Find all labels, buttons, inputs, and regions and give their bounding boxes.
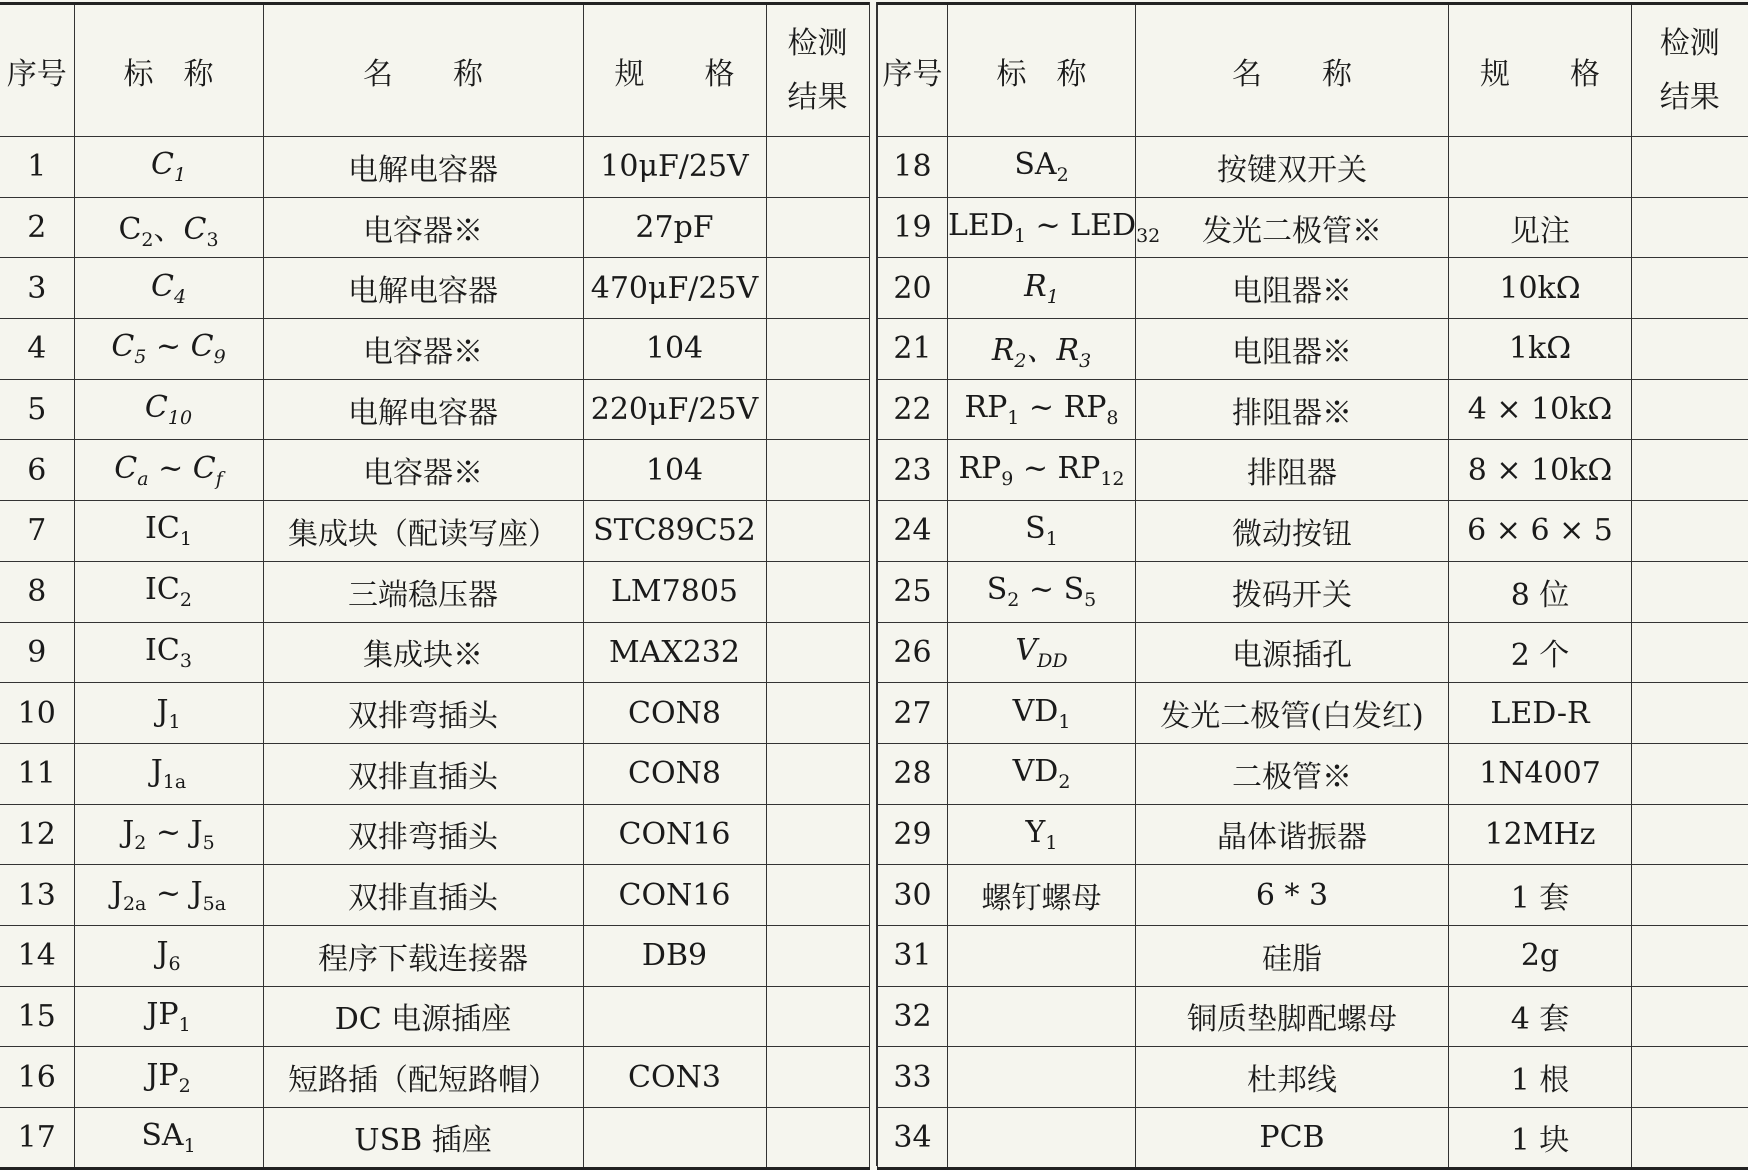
seq-cell: 29 <box>878 804 948 865</box>
seq-cell: 32 <box>878 986 948 1047</box>
result-cell <box>766 925 869 986</box>
mark-cell <box>948 1047 1136 1108</box>
name-cell: 发光二极管※ <box>1136 197 1449 258</box>
mark-cell: $RP_9$ ~ $RP_{12}$ <box>948 440 1136 501</box>
spec-cell: 104 <box>583 440 766 501</box>
mark-cell: $C_{10}$ <box>74 379 263 440</box>
result-cell <box>766 804 869 865</box>
result-cell <box>1632 137 1748 198</box>
seq-cell: 11 <box>0 743 74 804</box>
spec-cell: LM7805 <box>583 561 766 622</box>
mark-cell: $J_{2a}$ ~ $J_{5a}$ <box>74 865 263 926</box>
table-row <box>878 440 1748 501</box>
spec-cell <box>583 1108 766 1169</box>
result-cell <box>1632 258 1748 319</box>
name-cell: USB 插座 <box>263 1108 583 1169</box>
mark-cell: $SA_2$ <box>948 137 1136 198</box>
mark-cell: 螺钉螺母 <box>948 865 1136 926</box>
spec-cell: CON16 <box>583 865 766 926</box>
seq-cell: 22 <box>878 379 948 440</box>
mark-cell: $S_1$ <box>948 501 1136 562</box>
result-cell <box>1632 986 1748 1047</box>
name-cell: 电阻器※ <box>1136 258 1449 319</box>
name-cell: 6 * 3 <box>1136 865 1449 926</box>
name-cell: 电解电容器 <box>263 258 583 319</box>
name-cell: 晶体谐振器 <box>1136 804 1449 865</box>
seq-cell: 28 <box>878 743 948 804</box>
mark-cell: $C_2$、$C_3$ <box>74 197 263 258</box>
mark-cell: $LED_1$ ~ $LED_{32}$ <box>948 197 1136 258</box>
table-row <box>0 1108 869 1169</box>
name-cell: 集成块※ <box>263 622 583 683</box>
table-row <box>0 258 869 319</box>
name-cell: 电源插孔 <box>1136 622 1449 683</box>
seq-cell: 15 <box>0 986 74 1047</box>
mark-cell <box>948 986 1136 1047</box>
table-row <box>0 197 869 258</box>
result-cell <box>1632 319 1748 380</box>
result-cell <box>1632 197 1748 258</box>
result-cell <box>766 1047 869 1108</box>
header-result <box>1632 4 1748 137</box>
seq-cell: 16 <box>0 1047 74 1108</box>
spec-cell: 220μF/25V <box>583 379 766 440</box>
table-row <box>0 986 869 1047</box>
name-cell: 铜质垫脚配螺母 <box>1136 986 1449 1047</box>
result-cell <box>766 501 869 562</box>
table-row <box>878 622 1748 683</box>
table-row <box>878 986 1748 1047</box>
spec-cell: 470μF/25V <box>583 258 766 319</box>
spec-cell: CON16 <box>583 804 766 865</box>
name-cell: 双排直插头 <box>263 743 583 804</box>
right-body <box>878 137 1748 1169</box>
seq-cell: 1 <box>0 137 74 198</box>
table-row <box>0 622 869 683</box>
result-cell <box>766 683 869 744</box>
spec-cell: 2 个 <box>1449 622 1632 683</box>
result-cell <box>1632 501 1748 562</box>
header-name: 名 称 <box>1136 4 1449 137</box>
header-result-text: 检测结果 <box>787 25 848 115</box>
spec-cell: CON3 <box>583 1047 766 1108</box>
table-row <box>0 1047 869 1108</box>
seq-cell: 18 <box>878 137 948 198</box>
mark-cell: $C_5$ ~ $C_9$ <box>74 319 263 380</box>
table-row <box>0 865 869 926</box>
name-cell: 硅脂 <box>1136 925 1449 986</box>
seq-cell: 23 <box>878 440 948 501</box>
seq-cell: 26 <box>878 622 948 683</box>
header-spec: 规 格 <box>583 4 766 137</box>
name-cell: 发光二极管(白发红) <box>1136 683 1449 744</box>
header-seq: 序号 <box>0 4 74 137</box>
table-row <box>0 743 869 804</box>
mark-cell: $JP_2$ <box>74 1047 263 1108</box>
seq-cell: 30 <box>878 865 948 926</box>
header-seq: 序号 <box>878 4 948 137</box>
result-cell <box>1632 743 1748 804</box>
mark-cell: $Y_1$ <box>948 804 1136 865</box>
result-cell <box>766 865 869 926</box>
spec-cell: DB9 <box>583 925 766 986</box>
seq-cell: 14 <box>0 925 74 986</box>
seq-cell: 6 <box>0 440 74 501</box>
spec-cell: 1kΩ <box>1449 319 1632 380</box>
result-cell <box>766 197 869 258</box>
name-cell: PCB <box>1136 1108 1449 1169</box>
table-row <box>0 804 869 865</box>
result-cell <box>1632 561 1748 622</box>
seq-cell: 3 <box>0 258 74 319</box>
name-cell: DC 电源插座 <box>263 986 583 1047</box>
table-row <box>878 743 1748 804</box>
seq-cell: 13 <box>0 865 74 926</box>
table-row <box>878 137 1748 198</box>
result-cell <box>766 1108 869 1169</box>
table-row <box>878 561 1748 622</box>
table-row <box>0 501 869 562</box>
spec-cell: 1 块 <box>1449 1108 1632 1169</box>
header-mark: 标 称 <box>948 4 1136 137</box>
result-cell <box>766 258 869 319</box>
header-result-text: 检测结果 <box>1659 25 1720 115</box>
seq-cell: 10 <box>0 683 74 744</box>
table-row <box>878 925 1748 986</box>
mark-cell: $C_a$ ~ $C_f$ <box>74 440 263 501</box>
spec-cell: CON8 <box>583 683 766 744</box>
spec-cell: 2g <box>1449 925 1632 986</box>
header-name: 名 称 <box>263 4 583 137</box>
mark-cell: $IC_3$ <box>74 622 263 683</box>
seq-cell: 4 <box>0 319 74 380</box>
mark-cell: $SA_1$ <box>74 1108 263 1169</box>
seq-cell: 20 <box>878 258 948 319</box>
spec-cell <box>583 986 766 1047</box>
table-row <box>878 683 1748 744</box>
seq-cell: 33 <box>878 1047 948 1108</box>
spec-cell: 1 根 <box>1449 1047 1632 1108</box>
name-cell: 程序下载连接器 <box>263 925 583 986</box>
spec-cell: 1N4007 <box>1449 743 1632 804</box>
spec-cell: 27pF <box>583 197 766 258</box>
mark-cell <box>948 925 1136 986</box>
mark-cell: $IC_1$ <box>74 501 263 562</box>
result-cell <box>766 137 869 198</box>
name-cell: 集成块（配读写座） <box>263 501 583 562</box>
name-cell: 杜邦线 <box>1136 1047 1449 1108</box>
mark-cell: $VD_1$ <box>948 683 1136 744</box>
spec-cell: 1 套 <box>1449 865 1632 926</box>
result-cell <box>1632 865 1748 926</box>
table-row <box>0 379 869 440</box>
seq-cell: 21 <box>878 319 948 380</box>
name-cell: 电解电容器 <box>263 137 583 198</box>
spec-cell: 4 套 <box>1449 986 1632 1047</box>
seq-cell: 31 <box>878 925 948 986</box>
mark-cell: $JP_1$ <box>74 986 263 1047</box>
seq-cell: 27 <box>878 683 948 744</box>
spec-cell: 104 <box>583 319 766 380</box>
result-cell <box>1632 804 1748 865</box>
spec-cell: 10kΩ <box>1449 258 1632 319</box>
spec-cell: STC89C52 <box>583 501 766 562</box>
result-cell <box>766 319 869 380</box>
mark-cell: $R_2$、$R_3$ <box>948 319 1136 380</box>
components-table-right <box>877 2 1748 1170</box>
seq-cell: 25 <box>878 561 948 622</box>
name-cell: 按键双开关 <box>1136 137 1449 198</box>
table-row <box>0 561 869 622</box>
left-body <box>0 137 869 1169</box>
name-cell: 排阻器※ <box>1136 379 1449 440</box>
result-cell <box>766 561 869 622</box>
table-row <box>0 925 869 986</box>
result-cell <box>766 622 869 683</box>
table-row <box>0 440 869 501</box>
components-table-left <box>0 2 870 1170</box>
table-row <box>878 804 1748 865</box>
table-row <box>878 258 1748 319</box>
name-cell: 电容器※ <box>263 440 583 501</box>
seq-cell: 2 <box>0 197 74 258</box>
mark-cell: $VD_2$ <box>948 743 1136 804</box>
name-cell: 电阻器※ <box>1136 319 1449 380</box>
spec-cell: 12MHz <box>1449 804 1632 865</box>
name-cell: 排阻器 <box>1136 440 1449 501</box>
table-row <box>878 197 1748 258</box>
mark-cell: $J_{1a}$ <box>74 743 263 804</box>
name-cell: 微动按钮 <box>1136 501 1449 562</box>
seq-cell: 9 <box>0 622 74 683</box>
mark-cell: $J_2$ ~ $J_5$ <box>74 804 263 865</box>
result-cell <box>766 379 869 440</box>
mark-cell <box>948 1108 1136 1169</box>
seq-cell: 17 <box>0 1108 74 1169</box>
result-cell <box>1632 1108 1748 1169</box>
header-row <box>0 4 869 137</box>
mark-cell: $V_{DD}$ <box>948 622 1136 683</box>
result-cell <box>1632 683 1748 744</box>
name-cell: 短路插（配短路帽） <box>263 1047 583 1108</box>
result-cell <box>766 440 869 501</box>
spec-cell: 8 位 <box>1449 561 1632 622</box>
name-cell: 电容器※ <box>263 197 583 258</box>
header-result <box>766 4 869 137</box>
seq-cell: 7 <box>0 501 74 562</box>
result-cell <box>1632 440 1748 501</box>
mark-cell: $S_2$ ~ $S_5$ <box>948 561 1136 622</box>
seq-cell: 19 <box>878 197 948 258</box>
spec-cell: LED-R <box>1449 683 1632 744</box>
table-row <box>878 1047 1748 1108</box>
result-cell <box>766 986 869 1047</box>
mark-cell: $RP_1$ ~ $RP_8$ <box>948 379 1136 440</box>
name-cell: 双排弯插头 <box>263 683 583 744</box>
header-row <box>878 4 1748 137</box>
name-cell: 拨码开关 <box>1136 561 1449 622</box>
seq-cell: 12 <box>0 804 74 865</box>
result-cell <box>1632 1047 1748 1108</box>
table-row <box>878 379 1748 440</box>
mark-cell: $J_1$ <box>74 683 263 744</box>
mark-cell: $C_4$ <box>74 258 263 319</box>
name-cell: 电容器※ <box>263 319 583 380</box>
spec-cell: 10μF/25V <box>583 137 766 198</box>
seq-cell: 5 <box>0 379 74 440</box>
spec-cell: 8 × 10kΩ <box>1449 440 1632 501</box>
result-cell <box>1632 379 1748 440</box>
name-cell: 二极管※ <box>1136 743 1449 804</box>
result-cell <box>766 743 869 804</box>
mark-cell: $R_1$ <box>948 258 1136 319</box>
name-cell: 双排弯插头 <box>263 804 583 865</box>
spec-cell: 4 × 10kΩ <box>1449 379 1632 440</box>
spec-cell: CON8 <box>583 743 766 804</box>
mark-cell: $J_6$ <box>74 925 263 986</box>
table-row <box>0 319 869 380</box>
seq-cell: 24 <box>878 501 948 562</box>
mark-cell: $IC_2$ <box>74 561 263 622</box>
seq-cell: 8 <box>0 561 74 622</box>
table-row <box>878 1108 1748 1169</box>
header-spec: 规 格 <box>1449 4 1632 137</box>
seq-cell: 34 <box>878 1108 948 1169</box>
table-row <box>878 865 1748 926</box>
mark-cell: $C_1$ <box>74 137 263 198</box>
name-cell: 电解电容器 <box>263 379 583 440</box>
header-mark: 标 称 <box>74 4 263 137</box>
spec-cell: MAX232 <box>583 622 766 683</box>
spec-cell <box>1449 137 1632 198</box>
table-row <box>0 137 869 198</box>
table-row <box>878 319 1748 380</box>
name-cell: 三端稳压器 <box>263 561 583 622</box>
table-row <box>878 501 1748 562</box>
result-cell <box>1632 925 1748 986</box>
name-cell: 双排直插头 <box>263 865 583 926</box>
result-cell <box>1632 622 1748 683</box>
spec-cell: 见注 <box>1449 197 1632 258</box>
double-rule-divider <box>869 2 877 1166</box>
table-row <box>0 683 869 744</box>
spec-cell: 6 × 6 × 5 <box>1449 501 1632 562</box>
